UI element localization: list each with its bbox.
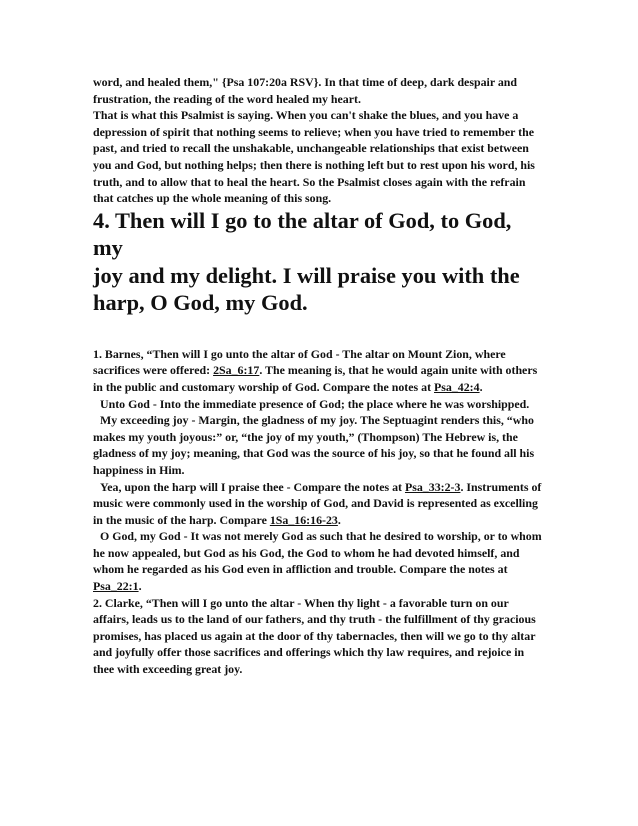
barnes-harp-text-c: . [337,512,341,527]
scripture-link-2sa-6-17[interactable]: 2Sa_6:17 [213,363,260,378]
barnes-intro-text-c: . [479,379,483,394]
paragraph-healed-word: word, and healed them," {Psa 107:20a RSV}. In that time of deep, dark despair and frustration, the reading of the word healed my heart. [93,75,518,106]
barnes-harp-text-a: Yea, upon the harp will I praise thee - Compare the notes at [100,479,405,494]
heading-line-2: joy and my delight. I will praise you with the [93,262,520,288]
scripture-link-psa-22-1[interactable]: Psa_22:1 [93,579,139,594]
heading-line-1: 4. Then will I go to the altar of God, to God, my [93,207,512,261]
document-page [93,74,545,678]
barnes-intro-paragraph [93,346,545,396]
paragraph-psalmist: That is what this Psalmist is saying. When you can't shake the blues, and you have a depression of spirit that nothing seems to relieve; when you have tried to remember the past, and tried to recall the unshakable, unchangeable relationships that exist between you and God, but nothing helps; then there is nothing left but to rest upon his word, his truth, and to allow that to heal the heart. So the Psalmist closes again with the refrain that catches up the whole meaning of this song. [93,108,535,206]
clarke-paragraph: 2. Clarke, “Then will I go unto the altar - When thy light - a favorable turn on our affairs, leads us to the land of our fathers, and thy truth - the fulfillment of thy gracious promises, has placed us again at the door of thy tabernacles, then will we go to thy altar and joyfully offer those sacrifices and offerings which thy law requires, and rejoice in thee with exceeding great joy. [93,595,536,677]
heading-line-3: harp, O God, my God. [93,290,308,316]
scripture-link-1sa-16-16-23[interactable]: 1Sa_16:16-23 [269,512,338,527]
barnes-o-god-text-b: . [138,579,142,594]
section-heading [93,207,545,317]
barnes-harp-paragraph [93,479,545,529]
barnes-joy-paragraph: My exceeding joy - Margin, the gladness of my joy. The Septuagint renders this, “who makes my youth joyous:” or, “the joy of my youth,” (Thompson) The Hebrew is, the gladness of my joy; meaning, that God was the source of his joy, so that he found all his happiness in Him. [93,413,535,477]
barnes-intro-text-b: . The meaning is, that he would again unite with others in the public and customary worship of God. Compare the notes at [93,363,538,394]
barnes-intro-text-a: 1. Barnes, “Then will I go unto the altar of God - The altar on Mount Zion, where sacrifices were offered: [93,346,506,378]
scripture-link-psa-33-2-3[interactable]: Psa_33:2-3 [404,479,461,494]
barnes-o-god-paragraph [93,528,545,594]
barnes-harp-text-b: . Instruments of music were commonly used in the worship of God, and David is represented as excelling in the music of the harp. Compare [93,479,542,527]
barnes-o-god-text-a: O God, my God - It was not merely God as such that he desired to worship, or to whom he now appealed, but God as his God, the God to whom he had devoted himself, and whom he regarded as his God even in affliction and trouble. Compare the notes at [93,529,542,577]
barnes-unto-god-paragraph: Unto God - Into the immediate presence of God; the place where he was worshipped. [100,396,530,411]
scripture-link-psa-42-4[interactable]: Psa_42:4 [434,379,480,394]
